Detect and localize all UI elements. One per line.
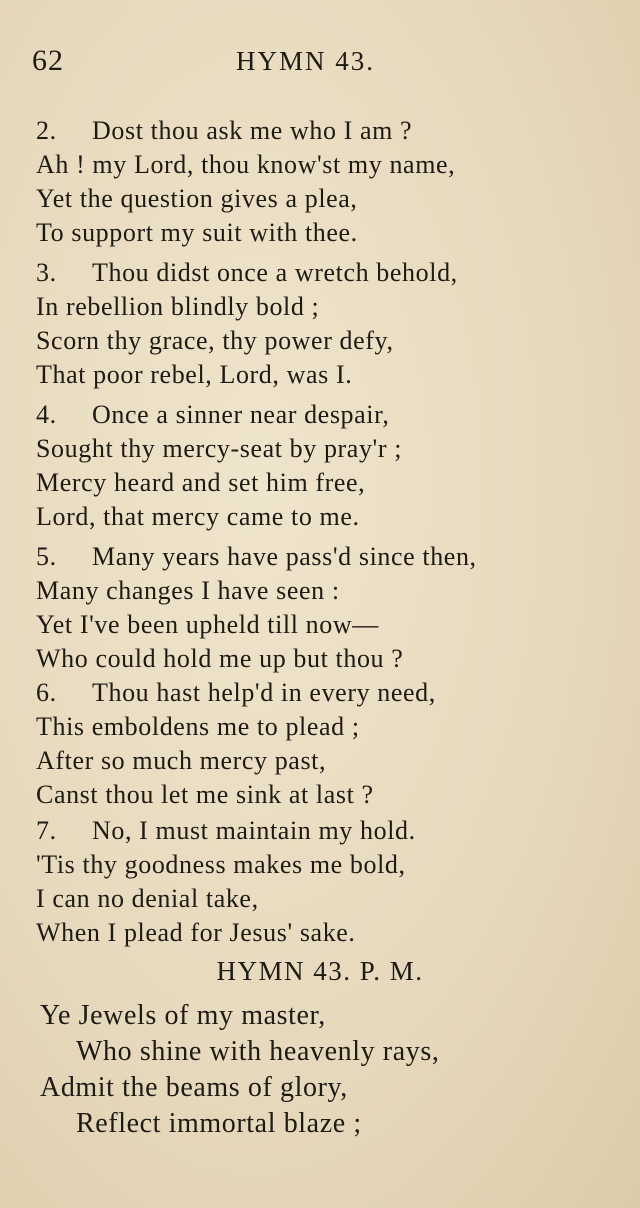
stanza-6	[36, 676, 616, 812]
stanza-line	[36, 540, 616, 574]
stanza-line-text: Thou didst once a wretch behold,	[92, 258, 458, 287]
stanza-line	[36, 256, 616, 290]
stanza-line: Many changes I have seen :	[36, 576, 340, 605]
stanza-line: Reflect immortal blaze ;	[76, 1108, 362, 1139]
stanza-7	[36, 814, 616, 950]
stanza-line	[36, 398, 616, 432]
stanza-line-text: Thou hast help'd in every need,	[92, 678, 436, 707]
hymn-title: HYMN 43. P. M.	[216, 956, 424, 986]
stanza-number: 6.	[36, 678, 57, 707]
stanza-line: This emboldens me to plead ;	[36, 712, 360, 741]
stanza-line-text: Many years have pass'd since then,	[92, 542, 477, 571]
stanza-number: 7.	[36, 816, 57, 845]
stanza-number: 5.	[36, 542, 57, 571]
stanza-line: Mercy heard and set him free,	[36, 468, 366, 497]
stanza-line: After so much mercy past,	[36, 746, 327, 775]
running-head: HYMN 43.	[236, 46, 376, 76]
stanza-line: Sought thy mercy-seat by pray'r ;	[36, 434, 403, 463]
stanza-number: 3.	[36, 258, 57, 287]
stanza-line: I can no denial take,	[36, 884, 259, 913]
next-hymn-stanza	[40, 998, 630, 1142]
stanza-line: To support my suit with thee.	[36, 218, 358, 247]
stanza-line: Yet I've been upheld till now—	[36, 610, 379, 639]
stanza-line: 'Tis thy goodness makes me bold,	[36, 850, 406, 879]
page-header	[0, 44, 640, 88]
stanza-line: When I plead for Jesus' sake.	[36, 918, 356, 947]
stanza-number: 4.	[36, 400, 57, 429]
stanza-line: Yet the question gives a plea,	[36, 184, 358, 213]
stanza-line: That poor rebel, Lord, was I.	[36, 360, 353, 389]
stanza-line: In rebellion blindly bold ;	[36, 292, 320, 321]
stanza-line: Scorn thy grace, thy power defy,	[36, 326, 394, 355]
stanza-line	[36, 114, 616, 148]
stanza-3	[36, 256, 616, 392]
stanza-line: Admit the beams of glory,	[40, 1072, 348, 1103]
stanza-2	[36, 114, 616, 250]
stanza-line: Ah ! my Lord, thou know'st my name,	[36, 150, 456, 179]
stanza-line-text: Once a sinner near despair,	[92, 400, 390, 429]
stanza-number: 2.	[36, 116, 57, 145]
stanza-line-text: No, I must maintain my hold.	[92, 816, 416, 845]
stanza-5	[36, 540, 616, 676]
stanza-4	[36, 398, 616, 534]
stanza-line	[36, 676, 616, 710]
stanza-line: Canst thou let me sink at last ?	[36, 780, 374, 809]
stanza-line: Lord, that mercy came to me.	[36, 502, 360, 531]
stanza-line	[36, 814, 616, 848]
page-number: 62	[32, 44, 64, 77]
stanza-line: Who could hold me up but thou ?	[36, 644, 404, 673]
stanza-line-text: Dost thou ask me who I am ?	[92, 116, 413, 145]
stanza-line: Ye Jewels of my master,	[40, 1000, 326, 1031]
stanza-line: Who shine with heavenly rays,	[76, 1036, 440, 1067]
